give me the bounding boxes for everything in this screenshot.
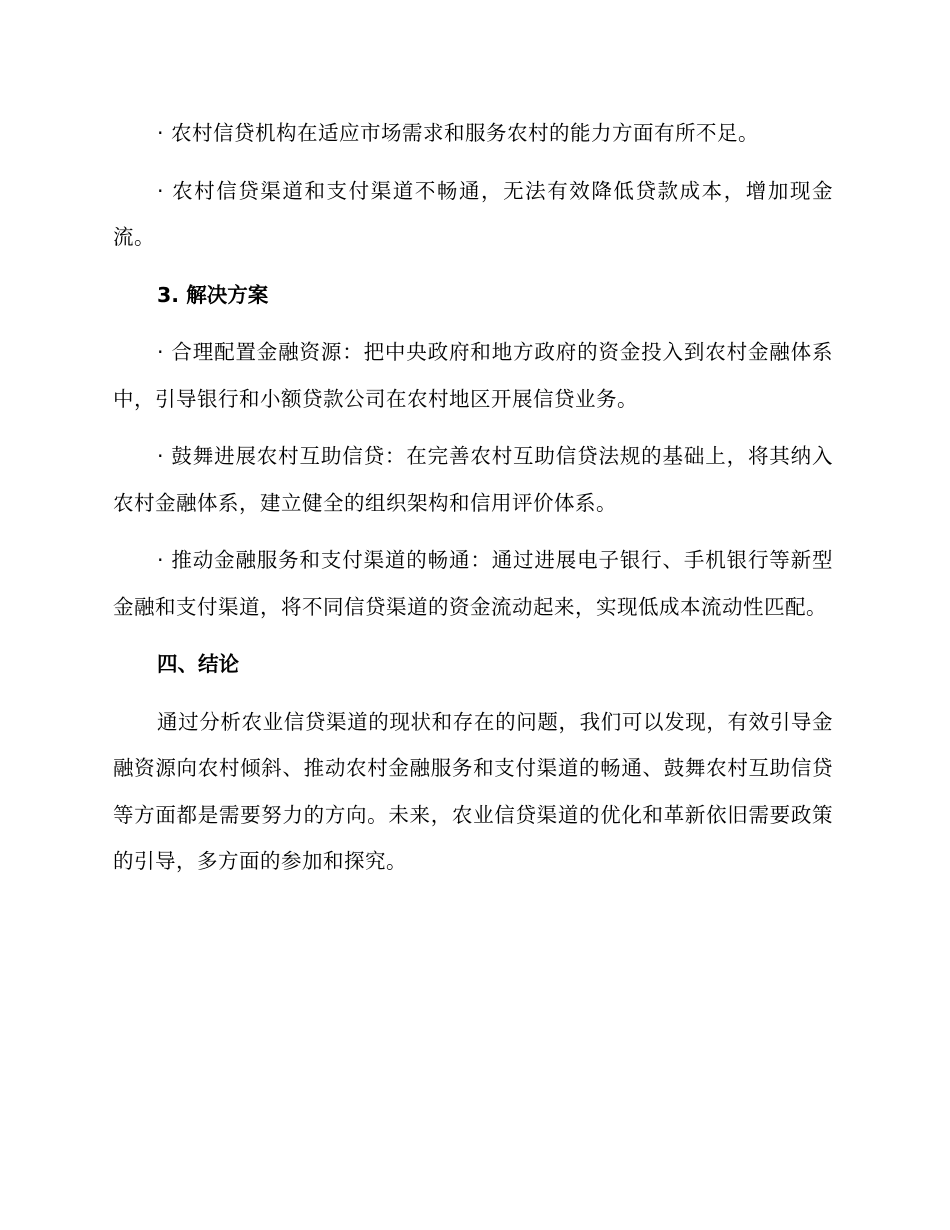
bullet-paragraph: · 农村信贷机构在适应市场需求和服务农村的能力方面有所不足。 xyxy=(157,121,760,145)
solution-paragraph: · 推动金融服务和支付渠道的畅通：通过进展电子银行、手机银行等新型金融和支付渠道，将不同信贷渠道的资金流动起来，实现低成本流动性匹配。 xyxy=(113,548,833,619)
solution-paragraph: · 鼓舞进展农村互助信贷：在完善农村互助信贷法规的基础上，将其纳入农村金融体系，建立健全的组织架构和信用评价体系。 xyxy=(113,444,833,515)
conclusion-paragraph: 通过分析农业信贷渠道的现状和存在的问题，我们可以发现，有效引导金融资源向农村倾斜、推动农村金融服务和支付渠道的畅通、鼓舞农村互助信贷等方面都是需要努力的方向。未来，农业信贷渠道的优化和革新依旧需要政策的引导，多方面的参加和探究。 xyxy=(113,709,833,873)
section-heading-solutions: 3. 解决方案 xyxy=(157,282,269,307)
bullet-paragraph: · 农村信贷渠道和支付渠道不畅通，无法有效降低贷款成本，增加现金流。 xyxy=(113,178,833,249)
solution-paragraph: · 合理配置金融资源：把中央政府和地方政府的资金投入到农村金融体系中，引导银行和小额贷款公司在农村地区开展信贷业务。 xyxy=(113,340,833,411)
document-page xyxy=(113,110,833,885)
section-heading-conclusion: 四、结论 xyxy=(157,652,239,676)
